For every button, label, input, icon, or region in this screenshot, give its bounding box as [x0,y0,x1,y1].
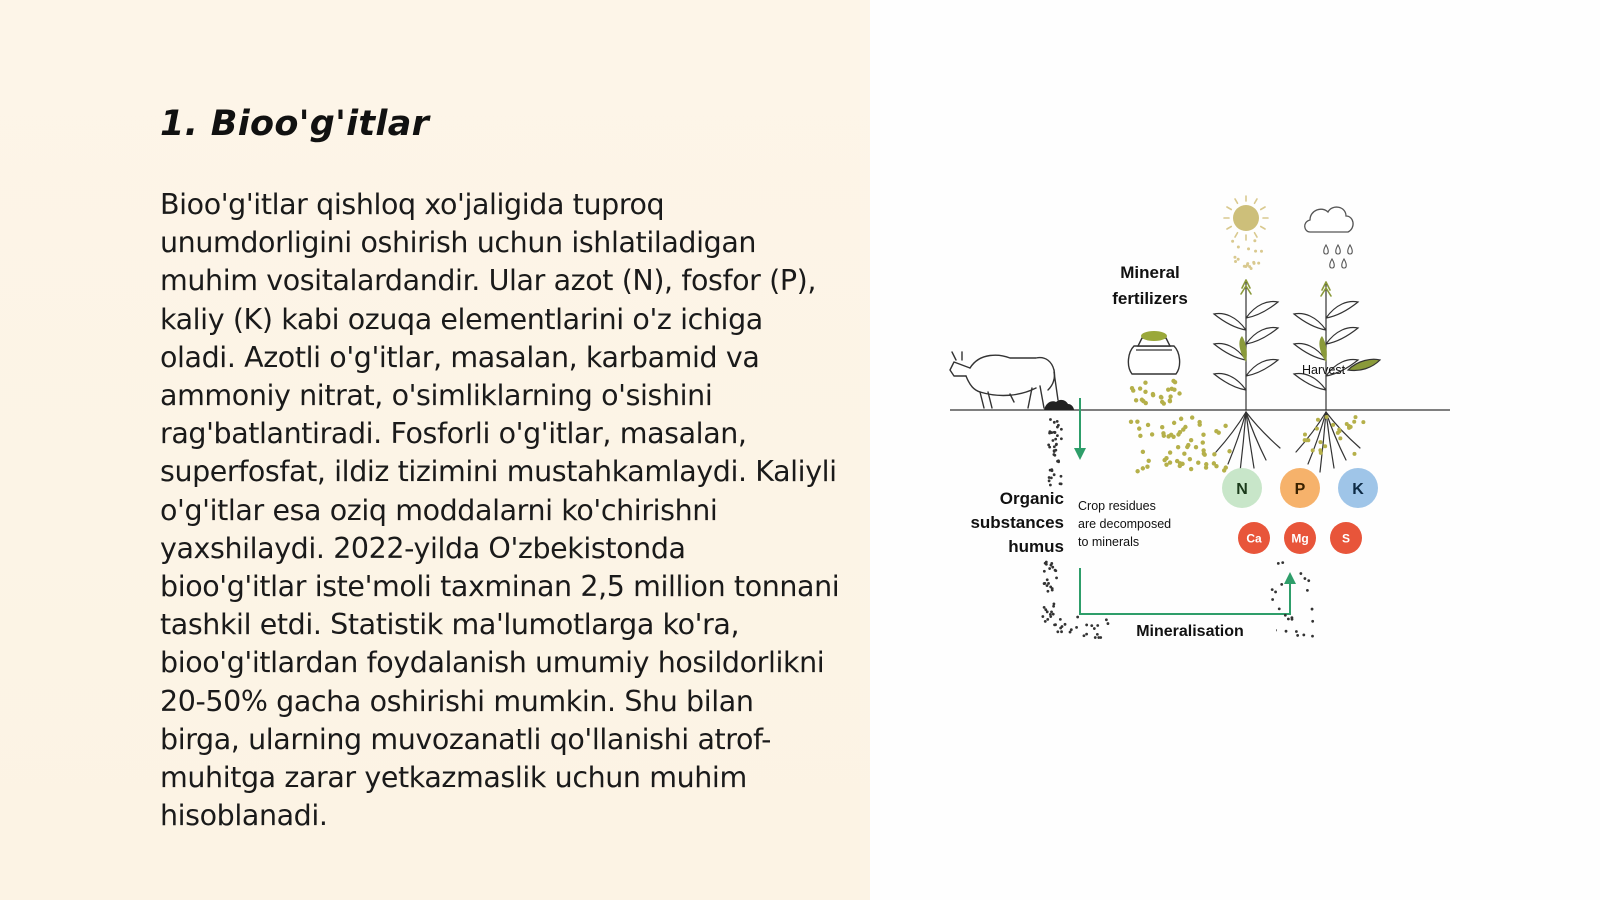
slide-title: 1. Bioo'g'itlar [160,104,430,144]
mineralisation-arrow [1080,568,1296,614]
nutrient-label-s: S [1341,531,1351,546]
humus-label: humus [1008,537,1064,556]
substances-label: substances [970,513,1064,532]
nutrient-label-p: P [1294,481,1306,498]
plant-1-icon [1214,280,1280,472]
fertilizer-bag-icon [1128,331,1179,374]
crop-residues-label-2: are decomposed [1078,517,1172,531]
sun-icon [1224,196,1268,240]
fertilizer-granules [1130,379,1182,406]
plant-2-icon [1294,282,1380,472]
crop-residues-label: Crop residues [1078,499,1156,513]
cow-icon [950,352,1058,408]
rain-drops-icon [1324,245,1353,268]
harvest-label: Harvest [1302,363,1346,377]
nutrient-label-n: N [1236,481,1248,498]
slide-body-text: Bioo'g'itlar qishloq xo'jaligida tuproq unumdorligini oshirish uchun ishlatiladigan muhim vositalardandir. Ular azot (N), fosfor (P), kaliy (K) kabi ozuqa elementlarini o'z ichiga oladi. Azotli o'g'itlar, masalan, karbamid va ammoniy nitrat, o'simliklarning o'sishini rag'batlantiradi. Fosforli o'g'itlar, masalan, superfosfat, ildiz tizimini mustahkamlaydi. Kaliyli o'g'itlar esa oziq moddalarni ko'chirishni yaxshilaydi. 2022-yilda O'zbekistonda bioo'g'itlar iste'moli taxminan 2,5 million tonnani tashkil etdi. Statistik ma'lumotlarga ko'ra, bioo'g'itlardan foydalanish umumiy hosildorlikni 20-50% gacha oshirishi mumkin. Shu bilan birga, ularning muvozanatli qo'llanishi atrof-muhitga zarar yetkazmaslik uchun muhim hisoblanadi. [160,188,840,833]
down-arrow-icon [1074,398,1086,460]
mineral-fertilizers-label-2: fertilizers [1112,289,1188,308]
sun-dots [1231,239,1263,270]
manure-icon [1044,400,1074,410]
cloud-icon [1305,207,1353,232]
nutrient-cycle-diagram [940,190,1460,660]
nutrient-label-k: K [1352,481,1364,498]
nutrient-label-ca: Ca [1246,531,1262,546]
organic-label: Organic [999,489,1064,508]
mineralisation-label: Mineralisation [1136,623,1244,640]
nutrient-label-mg: Mg [1291,531,1309,546]
crop-residues-label-3: to minerals [1078,535,1140,549]
mineral-fertilizers-label: Mineral [1120,263,1180,282]
nutrient-circles [1222,468,1378,554]
